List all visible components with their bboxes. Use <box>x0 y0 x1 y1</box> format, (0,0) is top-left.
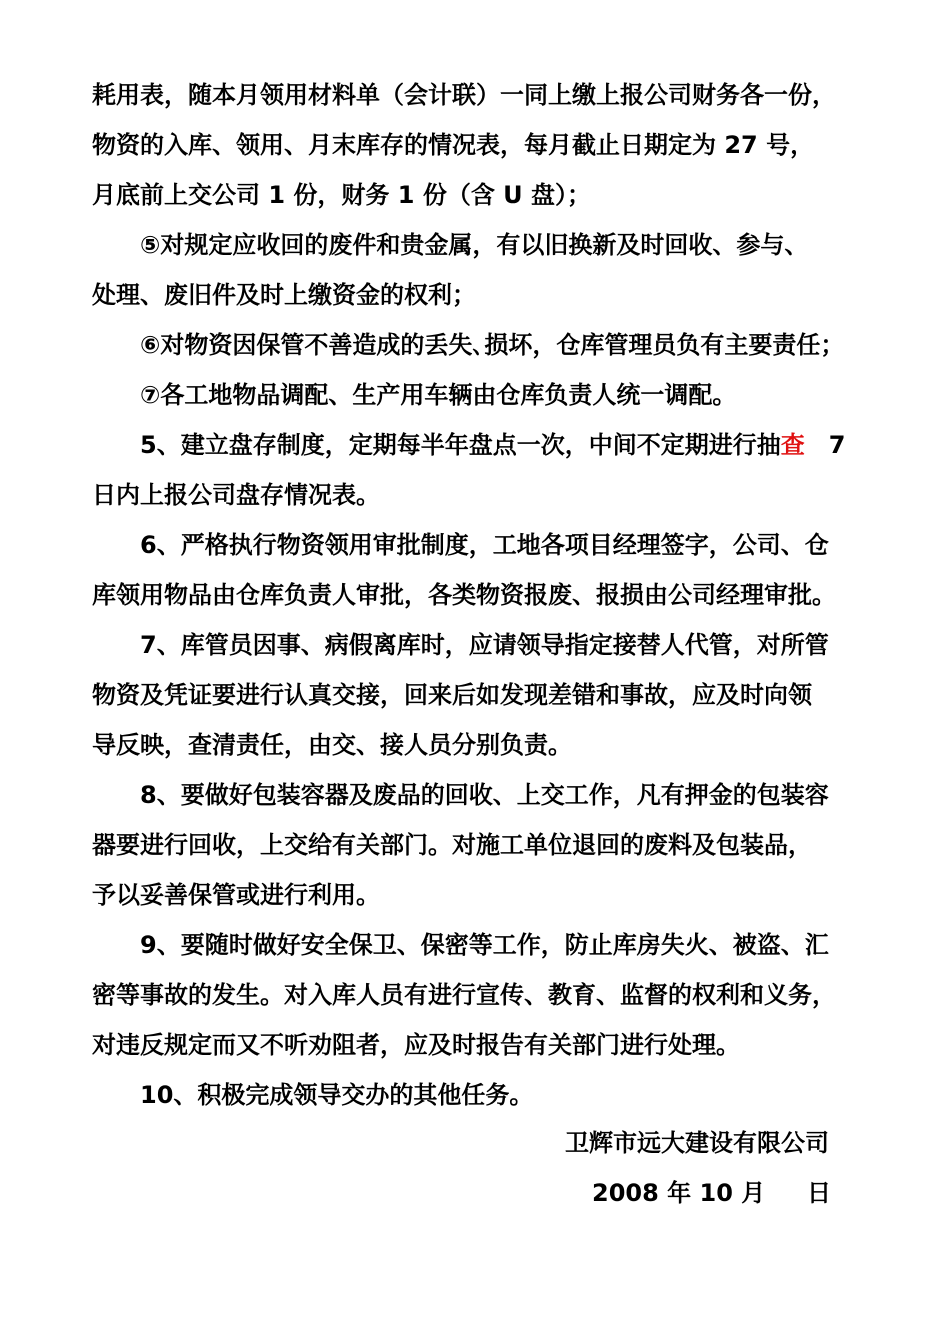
paragraph-line-5 <box>140 430 872 460</box>
paragraph-line: 密等事故的发生。对入库人员有进行宣传、教育、监督的权利和义务， <box>92 981 836 1009</box>
paragraph-text: 5、建立盘存制度，定期每半年盘点一次，中间不定期进行抽 <box>140 431 781 459</box>
document-date: 2008 年 10 月 日 <box>592 1179 832 1207</box>
paragraph-line: 库领用物品由仓库负责人审批，各类物资报废、报损由公司经理审批。 <box>92 581 836 609</box>
paragraph-line: 物资的入库、领用、月末库存的情况表，每月截止日期定为 27 号， <box>92 131 815 159</box>
paragraph-line: 7、库管员因事、病假离库时，应请领导指定接替人代管，对所管 <box>140 631 829 659</box>
paragraph-line: 予以妥善保管或进行利用。 <box>92 881 380 909</box>
days-number: 7 <box>828 431 846 459</box>
paragraph-line: 日内上报公司盘存情况表。 <box>92 481 380 509</box>
paragraph-line: 6、严格执行物资领用审批制度，工地各项目经理签字，公司、仓 <box>140 531 829 559</box>
company-signature: 卫辉市远大建设有限公司 <box>565 1129 829 1157</box>
paragraph-line: 月底前上交公司 1 份，财务 1 份（含 U 盘）； <box>92 181 592 209</box>
paragraph-line: ⑦各工地物品调配、生产用车辆由仓库负责人统一调配。 <box>140 381 737 409</box>
paragraph-line: 10、积极完成领导交办的其他任务。 <box>140 1081 534 1109</box>
paragraph-line: 导反映，查清责任，由交、接人员分别负责。 <box>92 731 572 759</box>
paragraph-line: ⑤对规定应收回的废件和贵金属，有以旧换新及时回收、参与、 <box>140 231 809 259</box>
paragraph-line: 物资及凭证要进行认真交接，回来后如发现差错和事故，应及时向领 <box>92 681 812 709</box>
highlighted-char: 查 <box>780 431 805 459</box>
paragraph-line: 8、要做好包装容器及废品的回收、上交工作，凡有押金的包装容 <box>140 781 829 809</box>
paragraph-line: 耗用表，随本月领用材料单（会计联）一同上缴上报公司财务各一份， <box>92 81 836 109</box>
paragraph-line: 处理、废旧件及时上缴资金的权利； <box>92 281 476 309</box>
paragraph-line: 器要进行回收，上交给有关部门。对施工单位退回的废料及包装品， <box>92 831 812 859</box>
paragraph-line: ⑥对物资因保管不善造成的丢失､损坏，仓库管理员负有主要责任； <box>140 331 845 359</box>
paragraph-line: 对违反规定而又不听劝阻者，应及时报告有关部门进行处理。 <box>92 1031 740 1059</box>
paragraph-line: 9、要随时做好安全保卫、保密等工作，防止库房失火、被盗、汇 <box>140 931 829 959</box>
